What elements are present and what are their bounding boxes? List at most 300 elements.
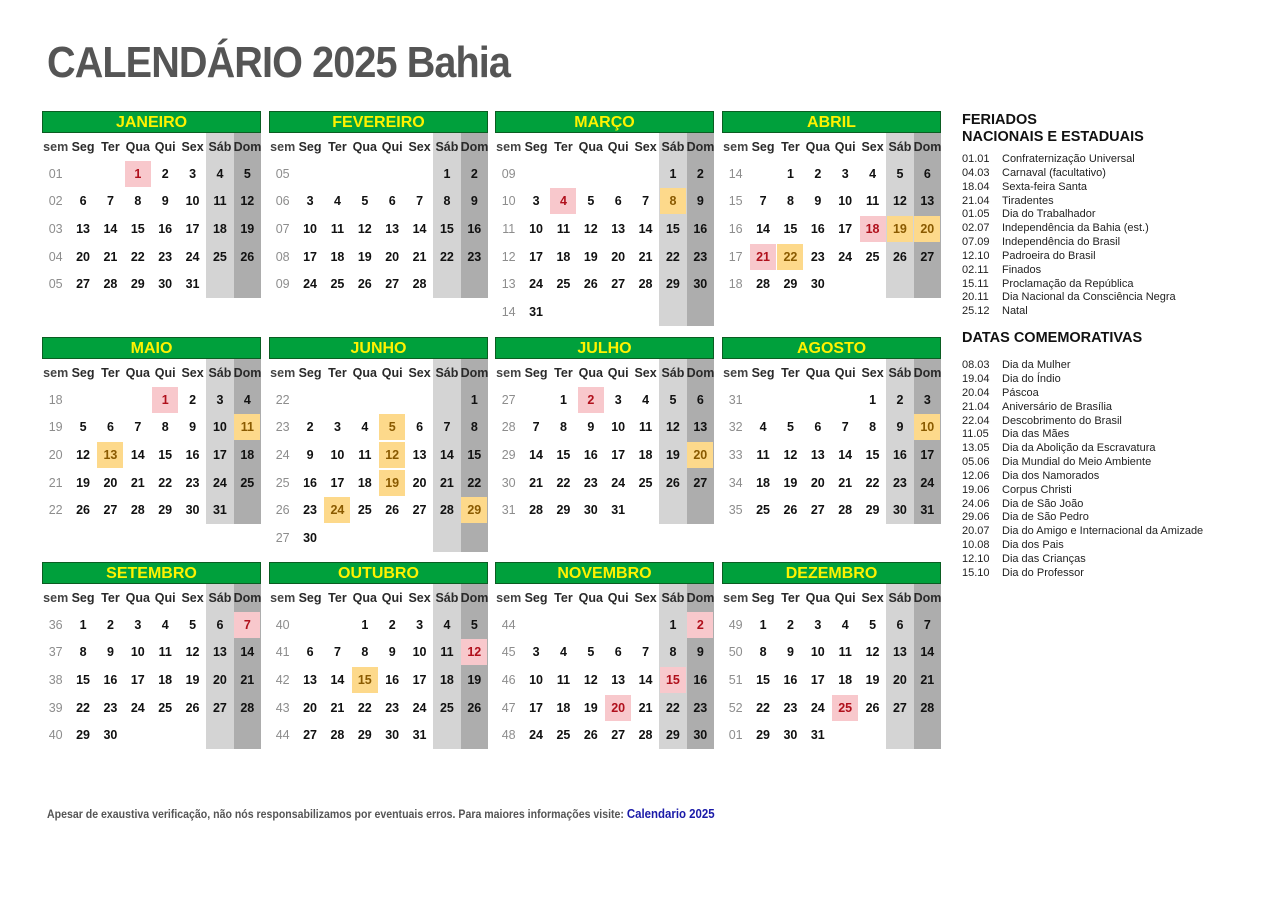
empty-cell [124,524,151,552]
weekday-header: Sáb [433,133,460,160]
empty-cell [69,160,96,188]
week-row [722,469,941,497]
day-cell: 5 [179,611,206,639]
empty-cell [179,749,206,777]
commemorative-day-cell: 12 [379,441,406,469]
page-title: CALENDÁRIO 2025 Bahia [47,38,511,87]
empty-cell [577,524,604,552]
week-row [722,270,941,298]
month-dezembro [722,562,941,777]
empty-cell [97,386,124,414]
day-cell: 16 [379,666,406,694]
empty-cell [152,524,179,552]
day-cell: 9 [152,188,179,216]
week-number: 22 [48,503,63,518]
week-row [269,469,488,497]
week-number: 07 [275,221,290,236]
month-name: MAIO [42,337,261,359]
day-cell: 23 [577,469,604,497]
weekday-header: Dom [687,133,714,160]
day-cell: 4 [433,611,460,639]
day-cell: 29 [550,496,577,524]
day-cell: 19 [179,666,206,694]
day-cell: 25 [550,721,577,749]
day-cell: 14 [914,639,941,667]
day-cell: 20 [296,694,323,722]
empty-cell [550,749,577,777]
day-cell: 30 [97,721,124,749]
empty-cell [433,270,460,298]
weekday-header: Sex [406,584,433,611]
day-cell: 13 [379,215,406,243]
day-cell: 21 [632,694,659,722]
day-cell: 16 [97,666,124,694]
empty-cell [406,160,433,188]
list-item [962,498,1262,512]
list-item [962,401,1262,415]
holiday-day-cell: 1 [124,160,151,188]
week-number: 20 [48,447,63,462]
footer-link[interactable]: Calendario 2025 [626,806,715,821]
day-cell: 25 [152,694,179,722]
week-row [269,414,488,442]
day-cell: 5 [351,188,378,216]
list-item-name: Finados [1002,263,1042,276]
week-number: 10 [501,194,516,209]
day-cell: 3 [406,611,433,639]
day-cell: 31 [804,721,831,749]
empty-cell [749,524,776,552]
list-item [962,415,1262,429]
week-number: 27 [275,530,290,545]
empty-cell [433,749,460,777]
week-number: 31 [728,392,743,407]
day-cell: 3 [522,188,549,216]
week-row [495,160,714,188]
day-cell: 31 [179,270,206,298]
month-julho [495,337,714,552]
empty-cell [577,298,604,326]
month-name: JANEIRO [42,111,261,133]
week-number: 09 [501,166,516,181]
week-row [722,694,941,722]
week-row [42,414,261,442]
empty-cell [495,524,522,552]
list-item-name: Corpus Christi [1002,483,1072,496]
day-cell: 10 [206,414,233,442]
weekday-header: Ter [550,133,577,160]
weekday-header: Seg [69,359,96,386]
day-cell: 9 [179,414,206,442]
empty-cell [351,298,378,326]
day-cell: 17 [605,441,632,469]
empty-cell [914,298,941,326]
day-cell: 20 [804,469,831,497]
empty-cell [495,749,522,777]
empty-cell [605,611,632,639]
day-cell: 3 [179,160,206,188]
day-cell: 24 [522,721,549,749]
day-cell: 30 [687,721,714,749]
empty-cell [269,298,296,326]
weekday-header: Ter [97,584,124,611]
day-cell: 21 [632,243,659,271]
week-number: 48 [501,728,516,743]
day-cell: 22 [124,243,151,271]
list-item [962,264,1262,278]
week-row [722,639,941,667]
week-row [42,721,261,749]
day-cell: 5 [234,160,261,188]
week-row [42,469,261,497]
day-cell: 17 [832,215,859,243]
day-cell: 15 [433,215,460,243]
day-cell: 17 [804,666,831,694]
day-cell: 4 [749,414,776,442]
list-item [962,153,1262,167]
day-cell: 28 [97,270,124,298]
day-cell: 25 [749,496,776,524]
week-row [722,611,941,639]
week-row [495,441,714,469]
list-item-date: 02.07 [962,222,990,235]
empty-cell [406,524,433,552]
day-cell: 31 [605,496,632,524]
week-row [269,666,488,694]
empty-cell [97,160,124,188]
month-junho [269,337,488,552]
weekday-header: Dom [687,584,714,611]
week-row [42,441,261,469]
week-number: 08 [275,249,290,264]
day-cell: 7 [406,188,433,216]
empty-cell [605,298,632,326]
day-cell: 18 [632,441,659,469]
list-item-date: 01.01 [962,153,990,165]
list-item-date: 13.05 [962,442,990,455]
day-cell: 14 [632,215,659,243]
week-row [269,215,488,243]
day-cell: 28 [832,496,859,524]
day-cell: 2 [777,611,804,639]
week-row [42,496,261,524]
week-row [269,243,488,271]
week-number: 38 [48,672,63,687]
week-row [42,243,261,271]
day-cell: 3 [914,386,941,414]
day-cell: 17 [406,666,433,694]
day-cell: 21 [832,469,859,497]
week-row [269,386,488,414]
day-cell: 12 [859,639,886,667]
weekday-header: Dom [461,133,488,160]
month-name: ABRIL [722,111,941,133]
list-item-name: Dia Mundial do Meio Ambiente [1002,456,1152,469]
day-cell: 18 [433,666,460,694]
day-cell: 6 [804,414,831,442]
list-item-name: Dia dos Pais [1002,539,1064,552]
commemorative-title: DATAS COMEMORATIVAS [962,330,1143,347]
day-cell: 19 [859,666,886,694]
week-row [495,524,714,552]
week-number: 02 [48,194,63,209]
empty-cell [234,270,261,298]
month-name: DEZEMBRO [722,562,941,584]
weekday-header: Qua [804,359,831,386]
day-cell: 23 [804,243,831,271]
weekday-header: Ter [777,584,804,611]
weekday-header: Dom [461,584,488,611]
empty-cell [632,298,659,326]
empty-cell [914,524,941,552]
empty-cell [461,524,488,552]
empty-cell [324,298,351,326]
day-cell: 13 [296,666,323,694]
month-agosto [722,337,941,552]
empty-cell [152,721,179,749]
day-cell: 23 [379,694,406,722]
day-cell: 26 [179,694,206,722]
day-cell: 9 [296,441,323,469]
day-cell: 22 [550,469,577,497]
empty-cell [687,496,714,524]
list-item-name: Dia da Mulher [1002,359,1071,372]
empty-cell [461,298,488,326]
day-cell: 24 [914,469,941,497]
empty-cell [749,160,776,188]
month-name: OUTUBRO [269,562,488,584]
day-cell: 21 [97,243,124,271]
list-item [962,442,1262,456]
day-cell: 7 [97,188,124,216]
day-cell: 26 [886,243,913,271]
day-cell: 23 [97,694,124,722]
day-cell: 29 [69,721,96,749]
weekday-header: Dom [687,359,714,386]
day-cell: 4 [206,160,233,188]
day-cell: 10 [406,639,433,667]
commemorative-day-cell: 20 [687,441,714,469]
weekday-header: Dom [234,133,261,160]
day-cell: 30 [577,496,604,524]
day-cell: 27 [206,694,233,722]
week-number: 45 [501,645,516,660]
day-cell: 26 [577,721,604,749]
day-cell: 26 [379,496,406,524]
empty-cell [324,386,351,414]
day-cell: 24 [522,270,549,298]
month-abril [722,111,941,326]
holiday-day-cell: 4 [550,188,577,216]
week-row [269,749,488,777]
day-cell: 2 [296,414,323,442]
empty-cell [234,298,261,326]
list-item-name: Padroeira do Brasil [1002,249,1096,262]
day-cell: 28 [632,270,659,298]
day-cell: 25 [859,243,886,271]
day-cell: 13 [206,639,233,667]
list-item-name: Confraternização Universal [1002,153,1135,165]
day-cell: 8 [433,188,460,216]
day-cell: 27 [379,270,406,298]
day-cell: 29 [659,721,686,749]
empty-cell [722,298,749,326]
list-item-name: Aniversário de Brasília [1002,400,1113,413]
day-cell: 28 [124,496,151,524]
day-cell: 6 [605,639,632,667]
list-item-date: 12.06 [962,469,990,482]
empty-cell [687,749,714,777]
week-number: 17 [728,249,743,264]
week-number: 44 [501,617,516,632]
week-number: 41 [275,645,290,660]
week-row [722,243,941,271]
day-cell: 13 [605,666,632,694]
day-cell: 31 [206,496,233,524]
list-item-name: Dia da Abolição da Escravatura [1002,442,1156,455]
weekday-header: Sáb [659,584,686,611]
empty-cell [42,298,69,326]
week-number: 35 [728,503,743,518]
day-cell: 2 [379,611,406,639]
empty-cell [69,298,96,326]
week-number: 19 [48,420,63,435]
empty-cell [179,721,206,749]
day-cell: 10 [296,215,323,243]
week-row [269,694,488,722]
empty-cell [234,496,261,524]
day-cell: 14 [749,215,776,243]
list-item [962,195,1262,209]
day-cell: 20 [886,666,913,694]
list-item-name: Dia dos Namorados [1002,469,1100,482]
day-cell: 18 [324,243,351,271]
day-cell: 27 [886,694,913,722]
weekday-header: Sex [406,359,433,386]
day-cell: 4 [859,160,886,188]
week-row [269,496,488,524]
day-cell: 8 [69,639,96,667]
day-cell: 19 [69,469,96,497]
empty-cell [804,298,831,326]
day-cell: 19 [777,469,804,497]
day-cell: 12 [777,441,804,469]
weekday-header: Sáb [433,584,460,611]
day-cell: 4 [152,611,179,639]
list-item [962,373,1262,387]
day-cell: 6 [914,160,941,188]
day-cell: 23 [687,694,714,722]
day-cell: 9 [886,414,913,442]
day-cell: 10 [179,188,206,216]
commemorative-day-cell: 8 [659,188,686,216]
day-cell: 17 [914,441,941,469]
day-cell: 9 [777,639,804,667]
week-row [269,160,488,188]
empty-cell [777,386,804,414]
day-cell: 30 [886,496,913,524]
day-cell: 7 [124,414,151,442]
weekday-header: Sex [179,359,206,386]
month-name: SETEMBRO [42,562,261,584]
day-cell: 27 [296,721,323,749]
day-cell: 14 [124,441,151,469]
day-cell: 26 [351,270,378,298]
list-item [962,208,1262,222]
list-item-name: Sexta-feira Santa [1002,180,1087,193]
day-cell: 21 [522,469,549,497]
week-row [495,721,714,749]
day-cell: 30 [152,270,179,298]
holiday-day-cell: 2 [687,611,714,639]
day-cell: 26 [577,270,604,298]
week-row [722,441,941,469]
day-cell: 2 [687,160,714,188]
list-item-date: 04.03 [962,166,990,179]
week-row [269,188,488,216]
day-cell: 13 [605,215,632,243]
empty-cell [914,749,941,777]
list-item-date: 10.08 [962,539,990,552]
weekday-header: Sáb [433,359,460,386]
empty-cell [859,749,886,777]
day-cell: 10 [832,188,859,216]
week-row [495,188,714,216]
empty-cell [206,270,233,298]
day-cell: 27 [687,469,714,497]
day-cell: 31 [522,298,549,326]
empty-cell [234,721,261,749]
day-cell: 28 [522,496,549,524]
weekday-header: Seg [522,133,549,160]
month-outubro [269,562,488,777]
weekday-header: Sex [179,133,206,160]
weekday-header: Seg [69,584,96,611]
weekday-header: Qui [152,359,179,386]
day-cell: 5 [461,611,488,639]
holiday-day-cell: 20 [605,694,632,722]
holiday-day-cell: 15 [659,666,686,694]
day-cell: 1 [859,386,886,414]
day-cell: 8 [461,414,488,442]
weekday-header: Qui [605,584,632,611]
week-row [722,524,941,552]
week-row [42,749,261,777]
empty-cell [632,160,659,188]
list-item-name: Dia do Professor [1002,566,1084,579]
month-setembro [42,562,261,777]
empty-cell [379,160,406,188]
day-cell: 21 [324,694,351,722]
empty-cell [234,524,261,552]
day-cell: 28 [749,270,776,298]
day-cell: 28 [234,694,261,722]
day-cell: 28 [324,721,351,749]
commemorative-day-cell: 5 [379,414,406,442]
day-cell: 14 [522,441,549,469]
empty-cell [777,298,804,326]
empty-cell [687,298,714,326]
list-item [962,539,1262,553]
week-number: 11 [502,221,516,236]
day-cell: 1 [433,160,460,188]
empty-cell [379,298,406,326]
empty-cell [914,270,941,298]
week-row [495,639,714,667]
day-cell: 16 [152,215,179,243]
empty-cell [206,524,233,552]
list-item [962,278,1262,292]
